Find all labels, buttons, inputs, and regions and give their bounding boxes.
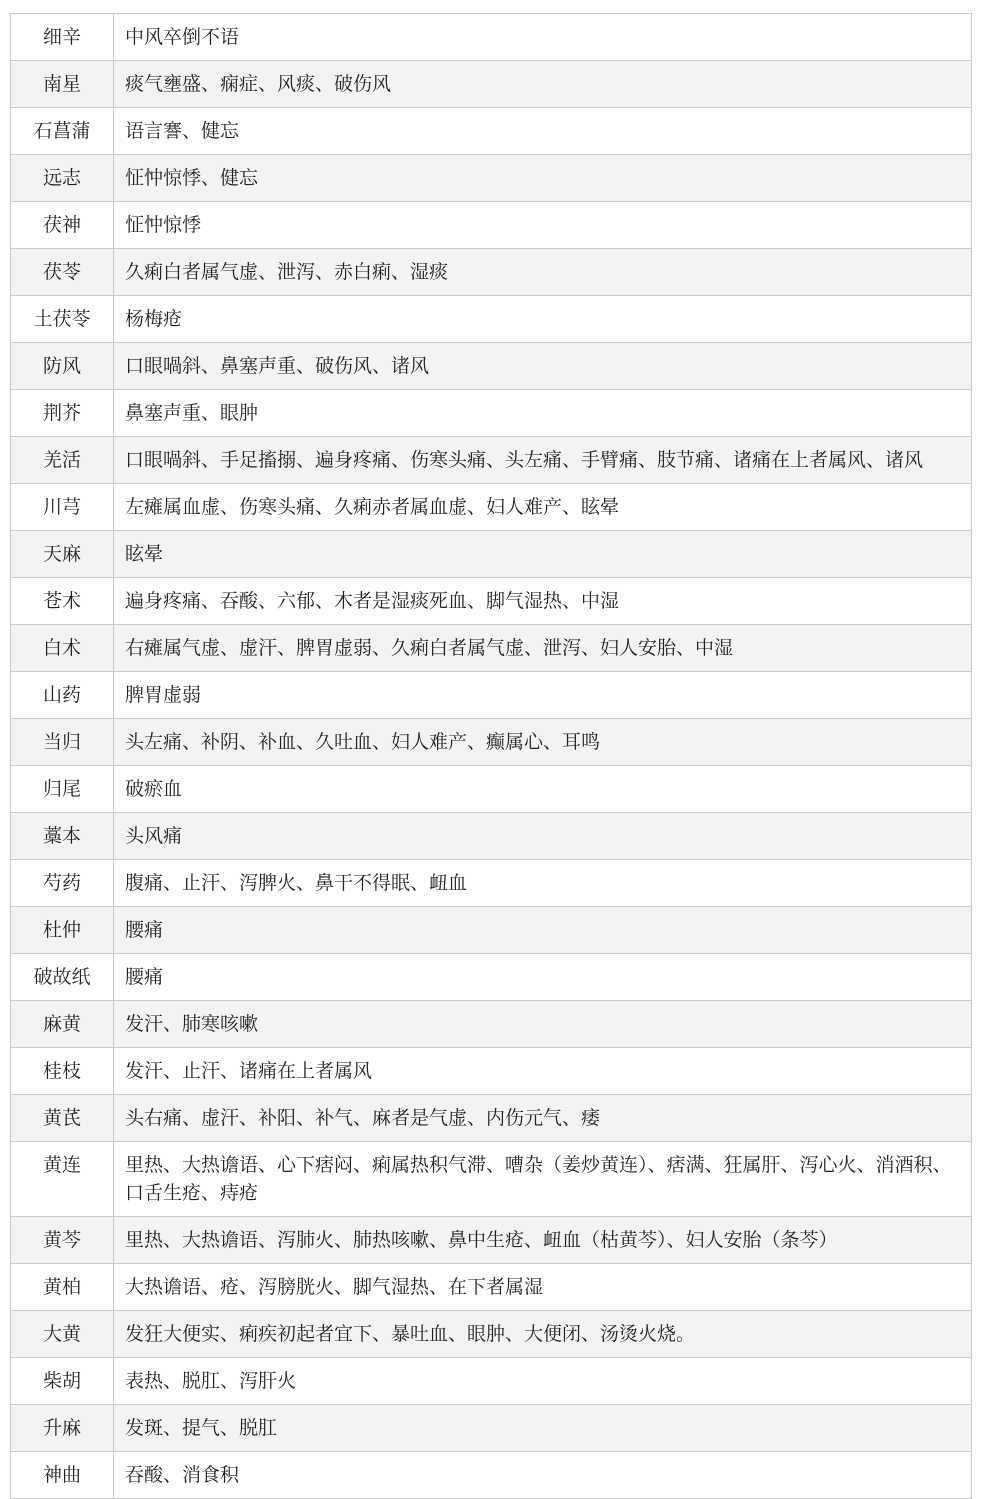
table-row (11, 672, 972, 719)
herb-uses-cell: 口眼喎斜、鼻塞声重、破伤风、诸风 (114, 343, 972, 390)
herb-name-cell: 当归 (11, 719, 114, 766)
herb-name-cell: 川芎 (11, 484, 114, 531)
table-body (11, 14, 972, 1499)
herb-name-cell: 荆芥 (11, 390, 114, 437)
herb-name-cell: 黄连 (11, 1142, 114, 1217)
table-row (11, 1405, 972, 1452)
herb-name-cell: 南星 (11, 61, 114, 108)
table-row (11, 907, 972, 954)
herb-uses-cell: 中风卒倒不语 (114, 14, 972, 61)
herb-name-cell: 破故纸 (11, 954, 114, 1001)
herb-uses-cell: 右瘫属气虚、虚汗、脾胃虚弱、久痢白者属气虚、泄泻、妇人安胎、中湿 (114, 625, 972, 672)
herb-name-cell: 黄芩 (11, 1217, 114, 1264)
herb-uses-cell: 头风痛 (114, 813, 972, 860)
table-row (11, 343, 972, 390)
herb-name-cell: 黄柏 (11, 1264, 114, 1311)
table-row (11, 484, 972, 531)
herb-uses-cell: 头右痛、虚汗、补阳、补气、麻者是气虚、内伤元气、痿 (114, 1095, 972, 1142)
herb-name-cell: 茯苓 (11, 249, 114, 296)
herb-uses-cell: 发汗、肺寒咳嗽 (114, 1001, 972, 1048)
table-row (11, 1142, 972, 1217)
herb-name-cell: 天麻 (11, 531, 114, 578)
table-row (11, 1311, 972, 1358)
table-row (11, 531, 972, 578)
table-row (11, 954, 972, 1001)
table-row (11, 578, 972, 625)
table-row (11, 625, 972, 672)
herb-uses-cell: 鼻塞声重、眼肿 (114, 390, 972, 437)
herb-uses-cell: 语言謇、健忘 (114, 108, 972, 155)
herb-uses-cell: 发狂大便实、痢疾初起者宜下、暴吐血、眼肿、大便闭、汤烫火烧。 (114, 1311, 972, 1358)
table-row (11, 1264, 972, 1311)
herb-uses-cell: 表热、脱肛、泻肝火 (114, 1358, 972, 1405)
herb-name-cell: 远志 (11, 155, 114, 202)
herb-uses-cell: 里热、大热谵语、泻肺火、肺热咳嗽、鼻中生疮、衄血（枯黄芩）、妇人安胎（条芩） (114, 1217, 972, 1264)
table-row (11, 719, 972, 766)
herb-uses-cell: 脾胃虚弱 (114, 672, 972, 719)
table-row (11, 296, 972, 343)
herb-name-cell: 土茯苓 (11, 296, 114, 343)
herb-uses-cell: 久痢白者属气虚、泄泻、赤白痢、湿痰 (114, 249, 972, 296)
herb-uses-cell: 左瘫属血虚、伤寒头痛、久痢赤者属血虚、妇人难产、眩晕 (114, 484, 972, 531)
herb-name-cell: 细辛 (11, 14, 114, 61)
herb-name-cell: 杜仲 (11, 907, 114, 954)
table-row (11, 860, 972, 907)
herb-uses-cell: 腹痛、止汗、泻脾火、鼻干不得眠、衄血 (114, 860, 972, 907)
herb-name-cell: 升麻 (11, 1405, 114, 1452)
herb-uses-cell: 口眼喎斜、手足搐搦、遍身疼痛、伤寒头痛、头左痛、手臂痛、肢节痛、诸痛在上者属风、诸风 (114, 437, 972, 484)
herb-name-cell: 麻黄 (11, 1001, 114, 1048)
herb-uses-cell: 腰痛 (114, 907, 972, 954)
herb-uses-cell: 痰气壅盛、痫症、风痰、破伤风 (114, 61, 972, 108)
herb-name-cell: 茯神 (11, 202, 114, 249)
herb-name-cell: 白术 (11, 625, 114, 672)
table-row (11, 155, 972, 202)
herb-name-cell: 黄芪 (11, 1095, 114, 1142)
table-row (11, 437, 972, 484)
table-row (11, 1048, 972, 1095)
herb-name-cell: 桂枝 (11, 1048, 114, 1095)
herb-name-cell: 石菖蒲 (11, 108, 114, 155)
table-row (11, 1217, 972, 1264)
herb-uses-cell: 遍身疼痛、吞酸、六郁、木者是湿痰死血、脚气湿热、中湿 (114, 578, 972, 625)
herb-uses-cell: 破瘀血 (114, 766, 972, 813)
herb-uses-cell: 怔忡惊悸、健忘 (114, 155, 972, 202)
herb-uses-cell: 腰痛 (114, 954, 972, 1001)
herb-name-cell: 柴胡 (11, 1358, 114, 1405)
herb-name-cell: 神曲 (11, 1452, 114, 1499)
herb-name-cell: 山药 (11, 672, 114, 719)
herb-uses-cell: 头左痛、补阴、补血、久吐血、妇人难产、癫属心、耳鸣 (114, 719, 972, 766)
herb-name-cell: 藁本 (11, 813, 114, 860)
table-row (11, 14, 972, 61)
table-row (11, 1358, 972, 1405)
herb-indications-table (10, 13, 972, 1499)
table-row (11, 108, 972, 155)
herb-uses-cell: 大热谵语、疮、泻膀胱火、脚气湿热、在下者属湿 (114, 1264, 972, 1311)
herb-uses-cell: 里热、大热谵语、心下痞闷、痢属热积气滞、嘈杂（姜炒黄连）、痞满、狂属肝、泻心火、消酒积、口舌生疮、痔疮 (114, 1142, 972, 1217)
table-row (11, 766, 972, 813)
herb-name-cell: 芍药 (11, 860, 114, 907)
herb-name-cell: 苍术 (11, 578, 114, 625)
table-row (11, 390, 972, 437)
table-row (11, 1095, 972, 1142)
herb-name-cell: 羌活 (11, 437, 114, 484)
herb-uses-cell: 吞酸、消食积 (114, 1452, 972, 1499)
herb-uses-cell: 发斑、提气、脱肛 (114, 1405, 972, 1452)
table-row (11, 813, 972, 860)
table-row (11, 1452, 972, 1499)
herb-uses-cell: 眩晕 (114, 531, 972, 578)
table-row (11, 1001, 972, 1048)
table-row (11, 202, 972, 249)
herb-name-cell: 归尾 (11, 766, 114, 813)
herb-table-container (10, 13, 972, 1499)
herb-uses-cell: 发汗、止汗、诸痛在上者属风 (114, 1048, 972, 1095)
table-row (11, 61, 972, 108)
herb-name-cell: 大黄 (11, 1311, 114, 1358)
herb-uses-cell: 杨梅疮 (114, 296, 972, 343)
table-row (11, 249, 972, 296)
herb-name-cell: 防风 (11, 343, 114, 390)
herb-uses-cell: 怔忡惊悸 (114, 202, 972, 249)
